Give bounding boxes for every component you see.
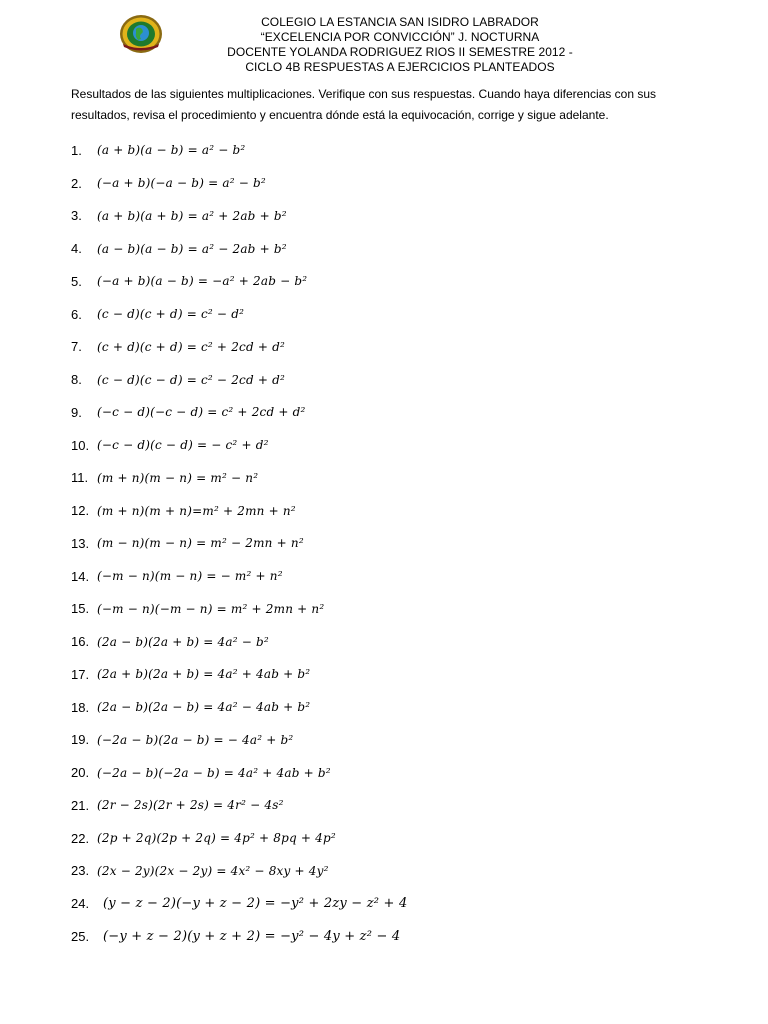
exercise-number: 7. bbox=[71, 339, 82, 355]
exercise-equation: (2x − 2y)(2x − 2y) = 4x² − 8xy + 4y² bbox=[97, 863, 329, 878]
list-item bbox=[71, 134, 711, 167]
list-item bbox=[71, 527, 711, 560]
list-item bbox=[71, 265, 711, 298]
list-item bbox=[71, 593, 711, 626]
exercise-number: 12. bbox=[71, 503, 90, 519]
exercise-number: 24. bbox=[71, 896, 90, 912]
list-item bbox=[71, 625, 711, 658]
list-item bbox=[71, 167, 711, 200]
exercise-equation: (−2a − b)(2a − b) = − 4a² + b² bbox=[97, 732, 294, 747]
exercise-equation: (a + b)(a + b) = a² + 2ab + b² bbox=[97, 208, 287, 223]
list-item bbox=[71, 200, 711, 233]
exercise-number: 9. bbox=[71, 404, 82, 420]
exercise-number: 13. bbox=[71, 535, 90, 551]
instructions-line-2: resultados, revisa el procedimiento y encuentra dónde está la equivocación, corrige y sigue adelante. bbox=[71, 108, 609, 122]
exercise-equation: (−m − n)(m − n) = − m² + n² bbox=[97, 569, 283, 584]
exercise-equation: (a − b)(a − b) = a² − 2ab + b² bbox=[97, 241, 287, 256]
exercise-number: 14. bbox=[71, 568, 90, 584]
list-item bbox=[71, 232, 711, 265]
exercise-equation: (c − d)(c + d) = c² − d² bbox=[97, 307, 245, 322]
exercise-number: 20. bbox=[71, 765, 90, 781]
exercise-equation: (m + n)(m − n) = m² − n² bbox=[97, 470, 259, 485]
exercise-number: 23. bbox=[71, 863, 90, 879]
list-item bbox=[71, 822, 711, 855]
exercise-equation: (c + d)(c + d) = c² + 2cd + d² bbox=[97, 339, 286, 354]
instructions bbox=[71, 84, 711, 126]
exercise-number: 18. bbox=[71, 699, 90, 715]
exercise-equation: (2a − b)(2a + b) = 4a² − b² bbox=[97, 634, 269, 649]
exercise-equation: (a + b)(a − b) = a² − b² bbox=[97, 143, 246, 158]
list-item bbox=[71, 789, 711, 822]
exercise-equation: (m − n)(m − n) = m² − 2mn + n² bbox=[97, 536, 304, 551]
exercise-equation: (−a + b)(−a − b) = a² − b² bbox=[97, 176, 266, 191]
school-motto: “EXCELENCIA POR CONVICCIÓN” J. NOCTURNA bbox=[260, 30, 540, 44]
header bbox=[150, 15, 650, 75]
list-item bbox=[71, 429, 711, 462]
exercise-equation: (−2a − b)(−2a − b) = 4a² + 4ab + b² bbox=[97, 765, 331, 780]
list-item bbox=[71, 756, 711, 789]
exercise-number: 4. bbox=[71, 241, 82, 257]
exercise-number: 16. bbox=[71, 634, 90, 650]
exercise-number: 8. bbox=[71, 372, 82, 388]
exercise-number: 10. bbox=[71, 437, 90, 453]
school-name: COLEGIO LA ESTANCIA SAN ISIDRO LABRADOR bbox=[261, 15, 539, 29]
exercise-list bbox=[71, 134, 711, 953]
exercise-number: 1. bbox=[71, 142, 82, 158]
exercise-number: 3. bbox=[71, 208, 82, 224]
exercise-number: 2. bbox=[71, 175, 82, 191]
exercise-number: 6. bbox=[71, 306, 82, 322]
exercise-number: 15. bbox=[71, 601, 90, 617]
exercise-equation: (−m − n)(−m − n) = m² + 2mn + n² bbox=[97, 601, 325, 616]
list-item bbox=[71, 855, 711, 888]
list-item bbox=[71, 494, 711, 527]
exercise-number: 21. bbox=[71, 797, 90, 813]
exercise-equation: (−c − d)(−c − d) = c² + 2cd + d² bbox=[97, 405, 306, 420]
exercise-number: 25. bbox=[71, 928, 90, 944]
exercise-equation: (2p + 2q)(2p + 2q) = 4p² + 8pq + 4p² bbox=[97, 831, 336, 846]
exercise-equation: (−y + z − 2)(y + z + 2) = −y² − 4y + z² − 4 bbox=[103, 928, 401, 944]
list-item bbox=[71, 462, 711, 495]
list-item bbox=[71, 560, 711, 593]
instructions-line-1: Resultados de las siguientes multiplicaciones. Verifique con sus respuestas. Cuando haya diferencias con sus bbox=[71, 87, 656, 101]
exercise-number: 19. bbox=[71, 732, 90, 748]
list-item bbox=[71, 396, 711, 429]
list-item bbox=[71, 920, 711, 953]
exercise-equation: (2a − b)(2a − b) = 4a² − 4ab + b² bbox=[97, 700, 311, 715]
exercise-number: 11. bbox=[71, 470, 89, 486]
exercise-number: 5. bbox=[71, 273, 82, 289]
list-item bbox=[71, 363, 711, 396]
exercise-equation: (−c − d)(c − d) = − c² + d² bbox=[97, 438, 269, 453]
list-item bbox=[71, 298, 711, 331]
cycle-title: CICLO 4B RESPUESTAS A EJERCICIOS PLANTEADOS bbox=[245, 60, 555, 74]
teacher-line: DOCENTE YOLANDA RODRIGUEZ RIOS II SEMESTRE 2012 - bbox=[227, 45, 573, 59]
exercise-equation: (2a + b)(2a + b) = 4a² + 4ab + b² bbox=[97, 667, 311, 682]
list-item bbox=[71, 331, 711, 364]
exercise-number: 22. bbox=[71, 830, 90, 846]
exercise-equation: (2r − 2s)(2r + 2s) = 4r² − 4s² bbox=[97, 798, 284, 813]
list-item bbox=[71, 691, 711, 724]
exercise-equation: (y − z − 2)(−y + z − 2) = −y² + 2zy − z² + 4 bbox=[103, 896, 408, 912]
list-item bbox=[71, 658, 711, 691]
exercise-equation: (−a + b)(a − b) = −a² + 2ab − b² bbox=[97, 274, 308, 289]
exercise-equation: (m + n)(m + n)=m² + 2mn + n² bbox=[97, 503, 296, 518]
list-item bbox=[71, 724, 711, 757]
list-item bbox=[71, 887, 711, 920]
exercise-equation: (c − d)(c − d) = c² − 2cd + d² bbox=[97, 372, 286, 387]
exercise-number: 17. bbox=[71, 666, 90, 682]
